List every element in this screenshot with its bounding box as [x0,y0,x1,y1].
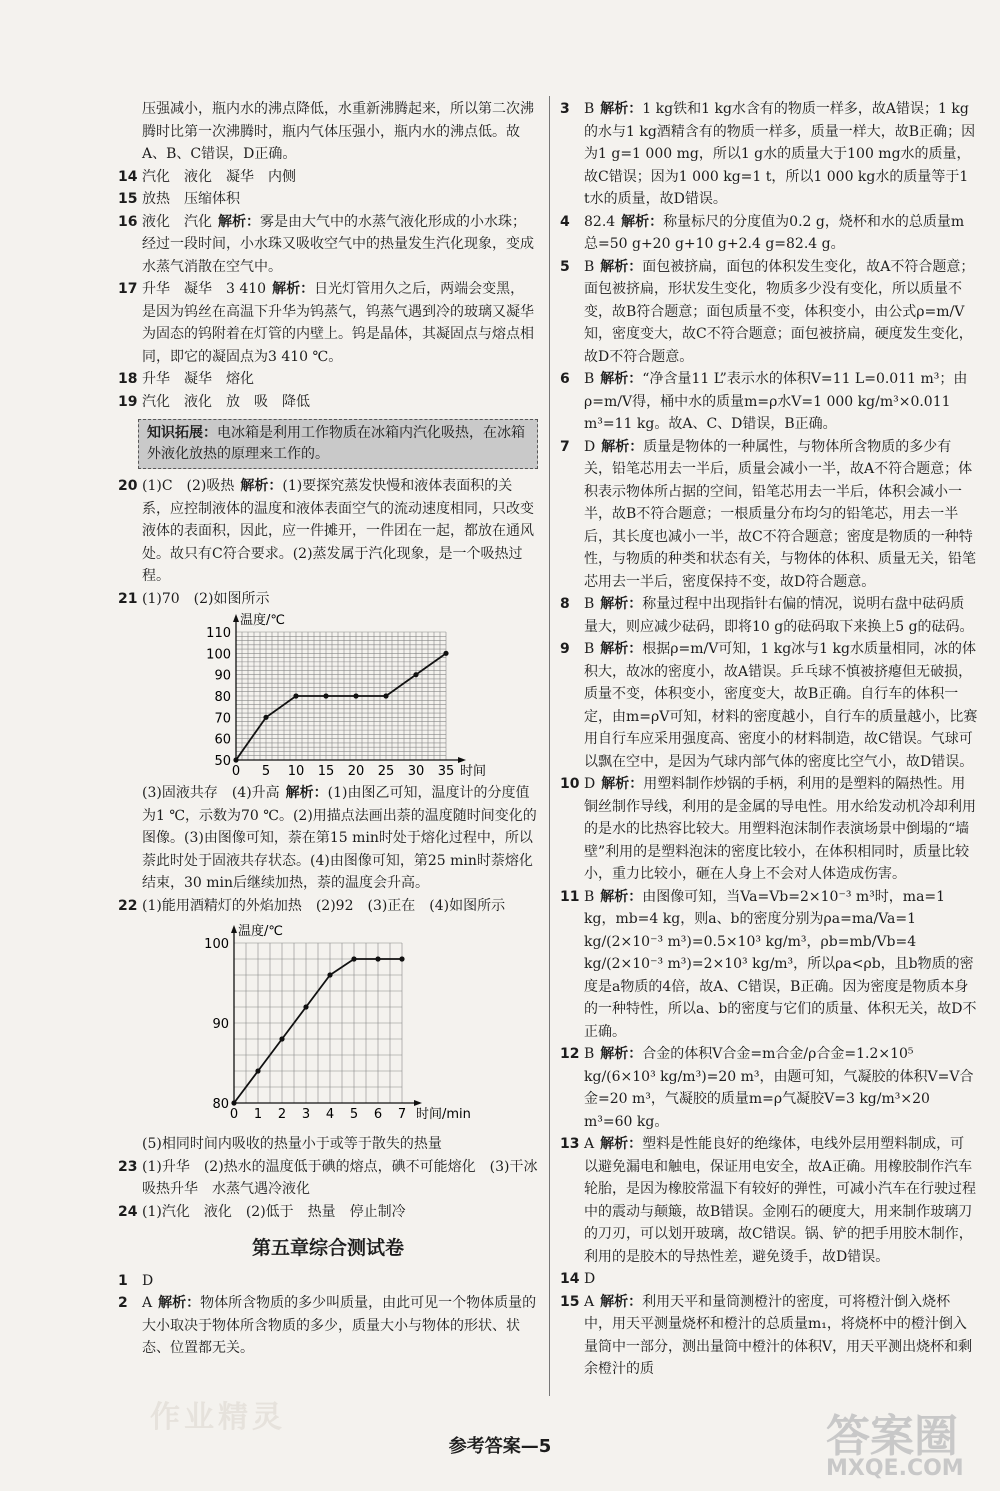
analysis-text: “净含量11 L”表示水的体积V=11 L=0.011 m³；由ρ=m/V得，桶中水的质量m=ρ水V=1 000 kg/m³×0.011 m³=11 kg。故A、C、D错误，B正确。 [584,371,968,432]
analysis-text: 利用天平和量筒测橙汁的密度，可将橙汁倒入烧杯中，用天平测量烧杯和橙汁的总质量m₁，将烧杯中的橙汁倒入量筒中一部分，测出量筒中橙汁的体积V，用天平测出烧杯和剩余橙汁的质 [584,1293,973,1377]
question-number: 18 [118,371,138,387]
x-tick-label: 3 [301,1107,311,1122]
chapter5-answer-9 [560,638,978,773]
chapter5-answer-7 [560,436,978,594]
answer-text: (5)相同时间内吸收的热量小于或等于散失的热量 [142,1136,442,1152]
analysis-label: 解析： [600,258,643,275]
x-tick-label: 10 [287,764,305,779]
y-axis-label: 温度/℃ [238,924,283,939]
analysis-label: 解析： [272,281,315,297]
question-number: 13 [560,1136,580,1152]
question-number: 14 [118,168,138,185]
question-number: 24 [118,1203,138,1220]
melting-temperature-chart [188,610,518,782]
answer-19 [118,391,538,414]
answer-text: D [584,1271,596,1287]
answer-text: D [584,438,596,455]
answer-14 [118,166,538,189]
analysis-text: 称量标尺的分度值为0.2 g，烧杯和水的总质量m总=50 g+20 g+10 g+2.4 g=82.4 g。 [584,213,965,252]
watermark-logo: 答案圈 [826,1411,958,1462]
analysis-label: 解析： [600,596,643,612]
y-tick-label: 100 [204,937,229,952]
x-tick-label: 35 [437,764,455,779]
column-divider [549,96,550,1396]
analysis-text: 雾是由大气中的水蒸气液化形成的小水珠；经过一段时间，小水珠又吸收空气中的热量发生汽化现象，变成水蒸气消散在空气中。 [142,213,534,275]
y-tick-label: 80 [212,1097,229,1112]
left-column [118,98,538,1360]
data-point [327,972,332,977]
y-tick-label: 80 [214,690,231,705]
series-line [236,653,446,760]
answer-text: D [142,1272,154,1289]
answer-text: 汽化 液化 放 吸 降低 [142,393,310,410]
analysis-text: 质量是物体的一种属性，与物体所含物质的多少有关，铅笔芯用去一半后，质量会减小一半，故A不符合题意；体积表示物体所占据的空间，铅笔芯用去一半后，体积会减小一半，故B不符合题意；一根质量分布均匀的铅笔芯，用去一半后，其长度也减小一半，故C不符合题意；密度是物质的一种特性，与物质的种类和状态有关，与物体的体积、质量无关，铅笔芯用去一半后，密度保持不变，故D符合题意。 [584,438,976,590]
answer-20 [118,475,538,588]
watermark-url: MXQE.COM [826,1456,964,1481]
analysis-text: 称量过程中出现指针右偏的情况，说明右盘中砝码质量大，则应减少砝码，即将10 g的砝码取下来换上5 g的砝码。 [584,596,974,635]
answer-text: B [584,258,595,275]
y-axis-arrow [231,925,237,933]
x-tick-label: 5 [261,764,271,779]
answer-text: 升华 凝华 3 410 [142,281,267,297]
watermark-left: 作业精灵 [150,1400,286,1435]
answer-text: B [584,1046,595,1062]
x-axis-label: 时间/min [416,1107,471,1122]
question-number: 15 [118,191,138,207]
x-tick-label: 1 [253,1107,263,1122]
page-footer: 参考答案—5 [448,1436,552,1457]
chapter5-answer-11 [560,886,978,1044]
answer-text: (1)70 (2)如图所示 [142,590,270,607]
extension-text: 电冰箱是利用工作物质在冰箱内汽化吸热，在冰箱外液化放热的原理来工作的。 [147,425,525,462]
y-axis-label: 温度/℃ [240,613,285,628]
q13-continuation: 压强减小，瓶内水的沸点降低，水重新沸腾起来，所以第二次沸腾时比第一次沸腾时，瓶内气体压强小，瓶内水的沸点低。故A、B、C错误，D正确。 [142,101,534,162]
analysis-text: 塑料是性能良好的绝缘体，电线外层用塑料制成，可以避免漏电和触电，保证用电安全，故A正确。用橡胶制作汽车轮胎，是因为橡胶常温下有较好的弹性，可减小汽车在行驶过程中的震动与颠簸，故B错误。金刚石的硬度大，用来制作玻璃刀的刀刃，可以划开玻璃，故C错误。锅、铲的把手用胶木制作，利用的是胶木的导热性差，避免烫手，故D错误。 [584,1136,976,1265]
question-number: 22 [118,897,138,914]
data-point [323,693,328,698]
answer-text: (1)C (2)吸热 [142,478,235,494]
analysis-text: (1)要探究蒸发快慢和液体表面积的关系，应控制液体的温度和液体表面空气的流动速度相同，只改变液体的表面积，因此，应一件摊开，一件团在一起，都放在通风处。故只有C符合要求。(2)蒸发属于汽化现象，是一个吸热过程。 [142,478,534,584]
answer-text: 液化 汽化 [142,213,212,230]
chapter5-answer-15 [560,1291,978,1381]
chapter5-answer-10 [560,773,978,886]
analysis-label: 解析： [600,371,643,387]
question-number: 17 [118,281,138,297]
x-tick-label: 4 [325,1107,335,1122]
question-number: 10 [560,776,580,792]
answer-text: B [584,888,595,905]
x-axis-label: 时间 [460,764,487,779]
chapter5-answer-5 [560,256,978,369]
answer-text: 放热 压缩体积 [142,191,240,207]
data-point [399,956,404,961]
answer-15 [118,188,538,211]
question-number: 16 [118,213,138,230]
question-number: 11 [560,888,580,905]
analysis-label: 解析： [601,776,644,792]
x-axis-arrow [458,757,466,763]
chapter5-answer-1 [118,1270,538,1293]
question-number: 15 [560,1293,580,1310]
chapter5-answer-3 [560,98,978,211]
answer-text: B [584,371,595,387]
x-axis-arrow [414,1100,422,1106]
question-number: 5 [560,258,570,275]
analysis-text: 用塑料制作炒锅的手柄，利用的是塑料的隔热性。用铜丝制作导线，利用的是金属的导电性。用水给发动机冷却利用的是水的比热容比较大。用塑料泡沫制作表演场景中倒塌的“墙壁”利用的是塑料泡沫的密度比较小，在体积相同时，质量比较小，重力比较小，砸在人身上不会对人体造成伤害。 [584,776,976,882]
question-number: 14 [560,1271,580,1287]
data-point [375,956,380,961]
analysis-label: 解析： [621,213,664,230]
answer-text: A [584,1293,595,1310]
question-number: 21 [118,590,138,607]
answer-22-part5 [118,1133,538,1156]
analysis-text: 日光灯管用久之后，两端会变黑，是因为钨丝在高温下升华为钨蒸气，钨蒸气遇到冷的玻璃又凝华为固态的钨附着在灯管的内壁上。钨是晶体，其凝固点与熔点相同，即它的凝固点为3 410 ℃。 [142,281,534,365]
y-tick-label: 110 [206,626,231,641]
question-number: 23 [118,1158,138,1175]
analysis-label: 解析： [600,101,643,117]
answer-text: (1)升华 (2)热水的温度低于碘的熔点，碘不可能熔化 (3)干冰吸热升华 水蒸气遇冷液化 [142,1158,538,1197]
answer-text: D [584,776,596,792]
data-point [353,693,358,698]
chapter5-answer-14 [560,1268,978,1291]
answer-21-part2 [118,782,538,895]
analysis-label: 解析： [600,1293,643,1310]
y-axis-arrow [233,614,239,622]
data-point [303,1004,308,1009]
x-tick-label: 0 [229,1107,239,1122]
answer-23 [118,1156,538,1201]
data-point [263,715,268,720]
analysis-label: 解析： [601,438,644,455]
answer-21 [118,588,538,611]
analysis-label: 解析： [600,1136,643,1152]
answer-text: B [584,641,595,657]
question-number: 8 [560,596,570,612]
x-tick-label: 2 [277,1107,287,1122]
answer-text: B [584,596,595,612]
x-tick-label: 7 [397,1107,407,1122]
question-number: 7 [560,438,570,455]
answer-text: (1)汽化 液化 (2)低于 热量 停止制冷 [142,1203,406,1220]
x-tick-label: 30 [407,764,425,779]
answer-18 [118,368,538,391]
x-tick-label: 15 [317,764,335,779]
analysis-text: 根据ρ=m/V可知，1 kg冰与1 kg水质量相同，冰的体积大，故冰的密度小，故A错误。乒乓球不慎被挤瘪但无破损，质量不变，体积变小，密度变大，故B正确。自行车的体积一定，由m=ρV可知，材料的密度越小，自行车的质量越小，比赛用自行车应采用强度高、密度小的材料制造，故C错误。气球可以飘在空中，是因为气球内部气体的密度比空气小，故D错误。 [584,641,978,770]
question-number: 12 [560,1046,580,1062]
boiling-temperature-chart [188,917,518,1133]
x-tick-label: 5 [349,1107,359,1122]
data-point [231,1100,236,1105]
x-tick-label: 6 [373,1107,383,1122]
knowledge-extension-box [138,419,538,469]
analysis-label: 解析： [600,888,643,905]
answer-text: 汽化 液化 凝华 内侧 [142,168,296,185]
y-tick-label: 90 [214,668,231,684]
data-point [255,1068,260,1073]
answer-22 [118,895,538,918]
data-point [383,693,388,698]
question-number: 4 [560,213,570,230]
chapter-title: 第五章综合测试卷 [251,1237,404,1259]
analysis-text: 由图像可知，当Va=Vb=2×10⁻³ m³时，ma=1 kg，mb=4 kg，则a、b的密度分别为ρa=ma/Va=1 kg/(2×10⁻³ m³)=0.5×10³ kg/m³，ρb=mb/Vb=4 kg/(2×10⁻³ m³)=2×10³ kg/m³，所以ρa<ρb，且b物质的密度是a物质的4倍，故A、C错误，B正确。因为密度是物质本身的一种特性，所以a、b的密度与它们的质量、体积无关，故D不正确。 [584,888,977,1040]
question-number: 3 [560,101,570,117]
answer-text: (1)能用酒精灯的外焰加热 (2)92 (3)正在 (4)如图所示 [142,897,506,914]
answer-text: A [142,1295,153,1311]
data-point [293,693,298,698]
answer-text: (3)固液共存 (4)升高 [142,785,280,801]
analysis-label: 解析： [240,478,283,494]
answer-text: 82.4 [584,213,616,230]
data-point [279,1036,284,1041]
data-point [413,672,418,677]
chapter5-answer-6 [560,368,978,436]
chapter5-answer-12 [560,1043,978,1133]
y-tick-label: 50 [214,754,231,769]
extension-label: 知识拓展： [147,425,217,441]
x-tick-label: 0 [231,764,241,779]
data-point [443,651,448,656]
analysis-text: 面包被挤扁，面包的体积发生变化，故A不符合题意；面包被挤扁，形状发生变化，物质多少没有变化，所以质量不变，故B符合题意；面包质量不变，体积变小，由公式ρ=m/V知，密度变大，故C不符合题意；面包被挤扁，硬度发生变化，故D不符合题意。 [584,258,975,365]
analysis-label: 解析： [158,1295,201,1311]
question-number: 19 [118,393,138,410]
x-tick-label: 25 [377,764,395,779]
answer-text: 升华 凝华 熔化 [142,371,254,387]
y-tick-label: 60 [214,732,231,748]
analysis-text: 1 kg铁和1 kg水含有的物质一样多，故A错误；1 kg的水与1 kg酒精含有的物质一样多，质量一样大，故B正确；因为1 g=1 000 mg，所以1 g水的质量大于100 mg水的质量，故C错误；因为1 000 kg=1 t，所以1 000 kg水的质量等于1 t水的质量，故D错误。 [584,101,976,207]
answer-17 [118,278,538,368]
data-point [233,757,238,762]
analysis-label: 解析： [218,213,260,230]
chapter5-answer-13 [560,1133,978,1268]
analysis-text: 物体所含物质的多少叫质量，由此可见一个物体质量的大小取决于物体所含物质的多少，质量大小与物体的形状、状态、位置都无关。 [142,1295,537,1356]
chapter5-answer-4 [560,211,978,256]
analysis-label: 解析： [600,1046,643,1062]
answer-text: B [584,101,595,117]
analysis-text: 合金的体积V合金=m合金/ρ合金=1.2×10⁵ kg/(6×10³ kg/m³)=20 m³，由题可知，气凝胶的体积V=V合金=20 m³，气凝胶的质量m=ρ气凝胶V=3 kg/m³×20 m³=60 kg。 [584,1046,974,1130]
answer-24 [118,1201,538,1224]
chapter5-answer-2 [118,1292,538,1360]
answer-text: A [584,1136,595,1152]
question-number: 1 [118,1272,128,1289]
question-number: 6 [560,371,570,387]
data-point [351,956,356,961]
chapter5-answer-8 [560,593,978,638]
analysis-label: 解析： [285,785,328,801]
analysis-text: (1)由图乙可知，温度计的分度值为1 ℃，示数为70 ℃。(2)用描点法画出萘的温度随时间变化的图像。(3)由图像可知，萘在第15 min时处于熔化过程中，所以萘此时处于固液共存状态。(4)由图像可知，第25 min时萘熔化结束，30 min后继续加热，萘的温度会升高。 [142,785,537,891]
question-number: 9 [560,641,570,657]
answer-16 [118,211,538,279]
y-tick-label: 90 [212,1017,229,1032]
y-tick-label: 70 [214,711,231,727]
right-column [560,98,978,1381]
x-tick-label: 20 [347,764,365,779]
analysis-label: 解析： [600,641,643,657]
y-tick-label: 100 [206,647,231,663]
question-number: 20 [118,478,138,494]
question-number: 2 [118,1295,128,1311]
